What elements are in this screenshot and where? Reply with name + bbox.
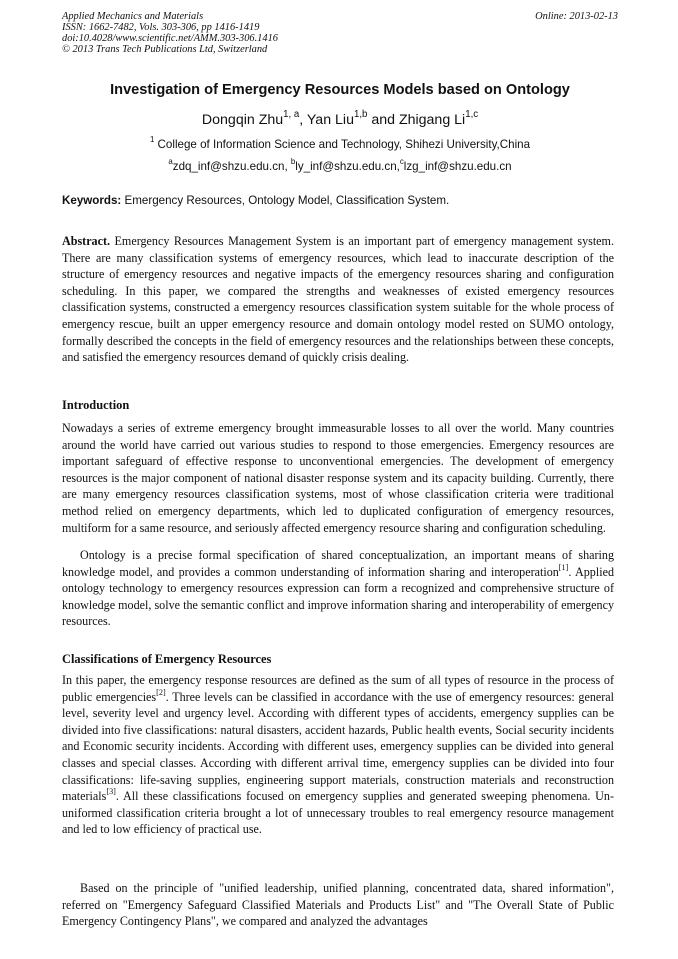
author-emails	[62, 157, 618, 173]
author-affil-sup: 1,c	[465, 109, 479, 121]
affiliation-text: College of Information Science and Technology, Shihezi University,China	[154, 138, 531, 151]
email-address: ly_inf@shzu.edu.cn,	[295, 160, 400, 173]
email-address: lzg_inf@shzu.edu.cn	[403, 160, 512, 173]
paragraph-text: . Applied ontology technology to emergency resources expression can form a recognized and comprehensive structure of knowledge model, solve the semantic conflict and improve information sharing and interoperability of emergency resources.	[62, 564, 614, 629]
author-list	[62, 109, 618, 128]
abstract-text: Emergency Resources Management System is an important part of emergency management system. There are many classification systems of emergency resources, which lead to inaccurate description of the structure of emergency resources and negative impacts of the emergency resources sharing and configuration scheduling. In this paper, we compared the strengths and weaknesses of existed emergency resources classification systems, constructed a emergency resources classification system suitable for the whole process of emergency rescue, built an upper emergency resource and domain ontology model rested on SUMO ontology, formally described the concepts in the field of emergency resources and the relationships between these concepts, and satisfied the emergency resources demand of quickly crisis dealing.	[62, 234, 614, 365]
keywords-label: Keywords:	[62, 194, 122, 207]
journal-doi: doi:10.4028/www.scientific.net/AMM.303-306.1416	[62, 32, 278, 44]
email-sup: a	[168, 157, 173, 167]
journal-copyright: © 2013 Trans Tech Publications Ltd, Switzerland	[62, 43, 268, 55]
keywords-text: Emergency Resources, Ontology Model, Classification System.	[121, 194, 450, 207]
citation-ref: [2]	[156, 687, 166, 697]
citation-ref: [1]	[558, 562, 569, 572]
affiliation-sup: 1	[149, 135, 155, 145]
paragraph-text: Ontology is a precise formal specification of shared conceptualization, an important means of sharing knowledge model, and provides a common understanding of information sharing and interoperation	[62, 548, 614, 579]
paragraph-text: . All these classifications focused on emergency supplies and generated sweeping phenomena. Un-uniformed classification criteria brought a lot of unnecessary troubles to real emergency resource management and led to low efficiency of practical use.	[62, 789, 614, 837]
keywords	[62, 194, 618, 207]
email-address: zdq_inf@shzu.edu.cn,	[172, 160, 291, 173]
affiliation	[62, 135, 618, 151]
section-heading-classifications: Classifications of Emergency Resources	[62, 652, 272, 666]
abstract-label: Abstract.	[62, 234, 111, 248]
paragraph-text: In this paper, the emergency response resources are defined as the sum of all types of resource in the process of public emergencies	[62, 673, 614, 704]
section-heading-introduction: Introduction	[62, 398, 130, 412]
email-sup: c	[399, 157, 404, 167]
author-name: Zhigang Li	[398, 112, 466, 128]
introduction-paragraph-2	[62, 547, 614, 630]
paragraph-text: . Three levels can be classified in accordance with the use of emergency resources: general level, severity level and urgency level. According with different types of accidents, emergency supplies can be divided into five classifications: natural disasters, accident hazards, Public health events, Social security incidents and Economic security incidents. According with different uses, emergency supplies can be divided into general classes and special classes. According with different arrival time, emergency supplies can be divided into four classifications: life-saving supplies, engineering support materials, construction materials and reconstruction materials	[62, 689, 614, 804]
journal-name: Applied Mechanics and Materials	[62, 11, 204, 22]
author-name: Yan Liu	[306, 112, 354, 128]
email-sup: b	[290, 157, 296, 167]
journal-header	[62, 12, 618, 56]
author-separator: and	[367, 112, 399, 128]
paper-title: Investigation of Emergency Resources Models based on Ontology	[110, 82, 570, 98]
author-affil-sup: 1,b	[353, 109, 368, 121]
abstract	[62, 233, 614, 366]
classifications-paragraph-1	[62, 672, 614, 838]
citation-ref: [3]	[106, 787, 116, 797]
classifications-paragraph-2: Based on the principle of "unified leadership, unified planning, concentrated data, shared information", referred on "Emergency Safeguard Classified Materials and Products List" and "The Overall State of Public Emergency Contingency Plans", we compared and analyzed the advantages	[62, 881, 614, 929]
author-affil-sup: 1, a	[283, 109, 300, 121]
online-date: Online: 2013-02-13	[535, 11, 618, 22]
journal-issn: ISSN: 1662-7482, Vols. 303-306, pp 1416-1419	[62, 21, 260, 33]
author-separator: ,	[299, 112, 307, 128]
author-name: Dongqin Zhu	[201, 112, 284, 128]
introduction-paragraph-1: Nowadays a series of extreme emergency brought immeasurable losses to all over the world. Many countries around the world have carried out various studies to respond to those emergencies. Emergency resources are important safeguard of effective response to unconventional emergencies. The development of emergency resources is the major component of national disaster response system and its capacity building. Currently, there are many emergency resources classification systems, most of whose classification criteria were traditional method relied on emergency departments, which led to duplicated configuration of emergency resources, multiform for a same resource, and seriously affected emergency resource sharing and configuration scheduling.	[62, 421, 614, 535]
